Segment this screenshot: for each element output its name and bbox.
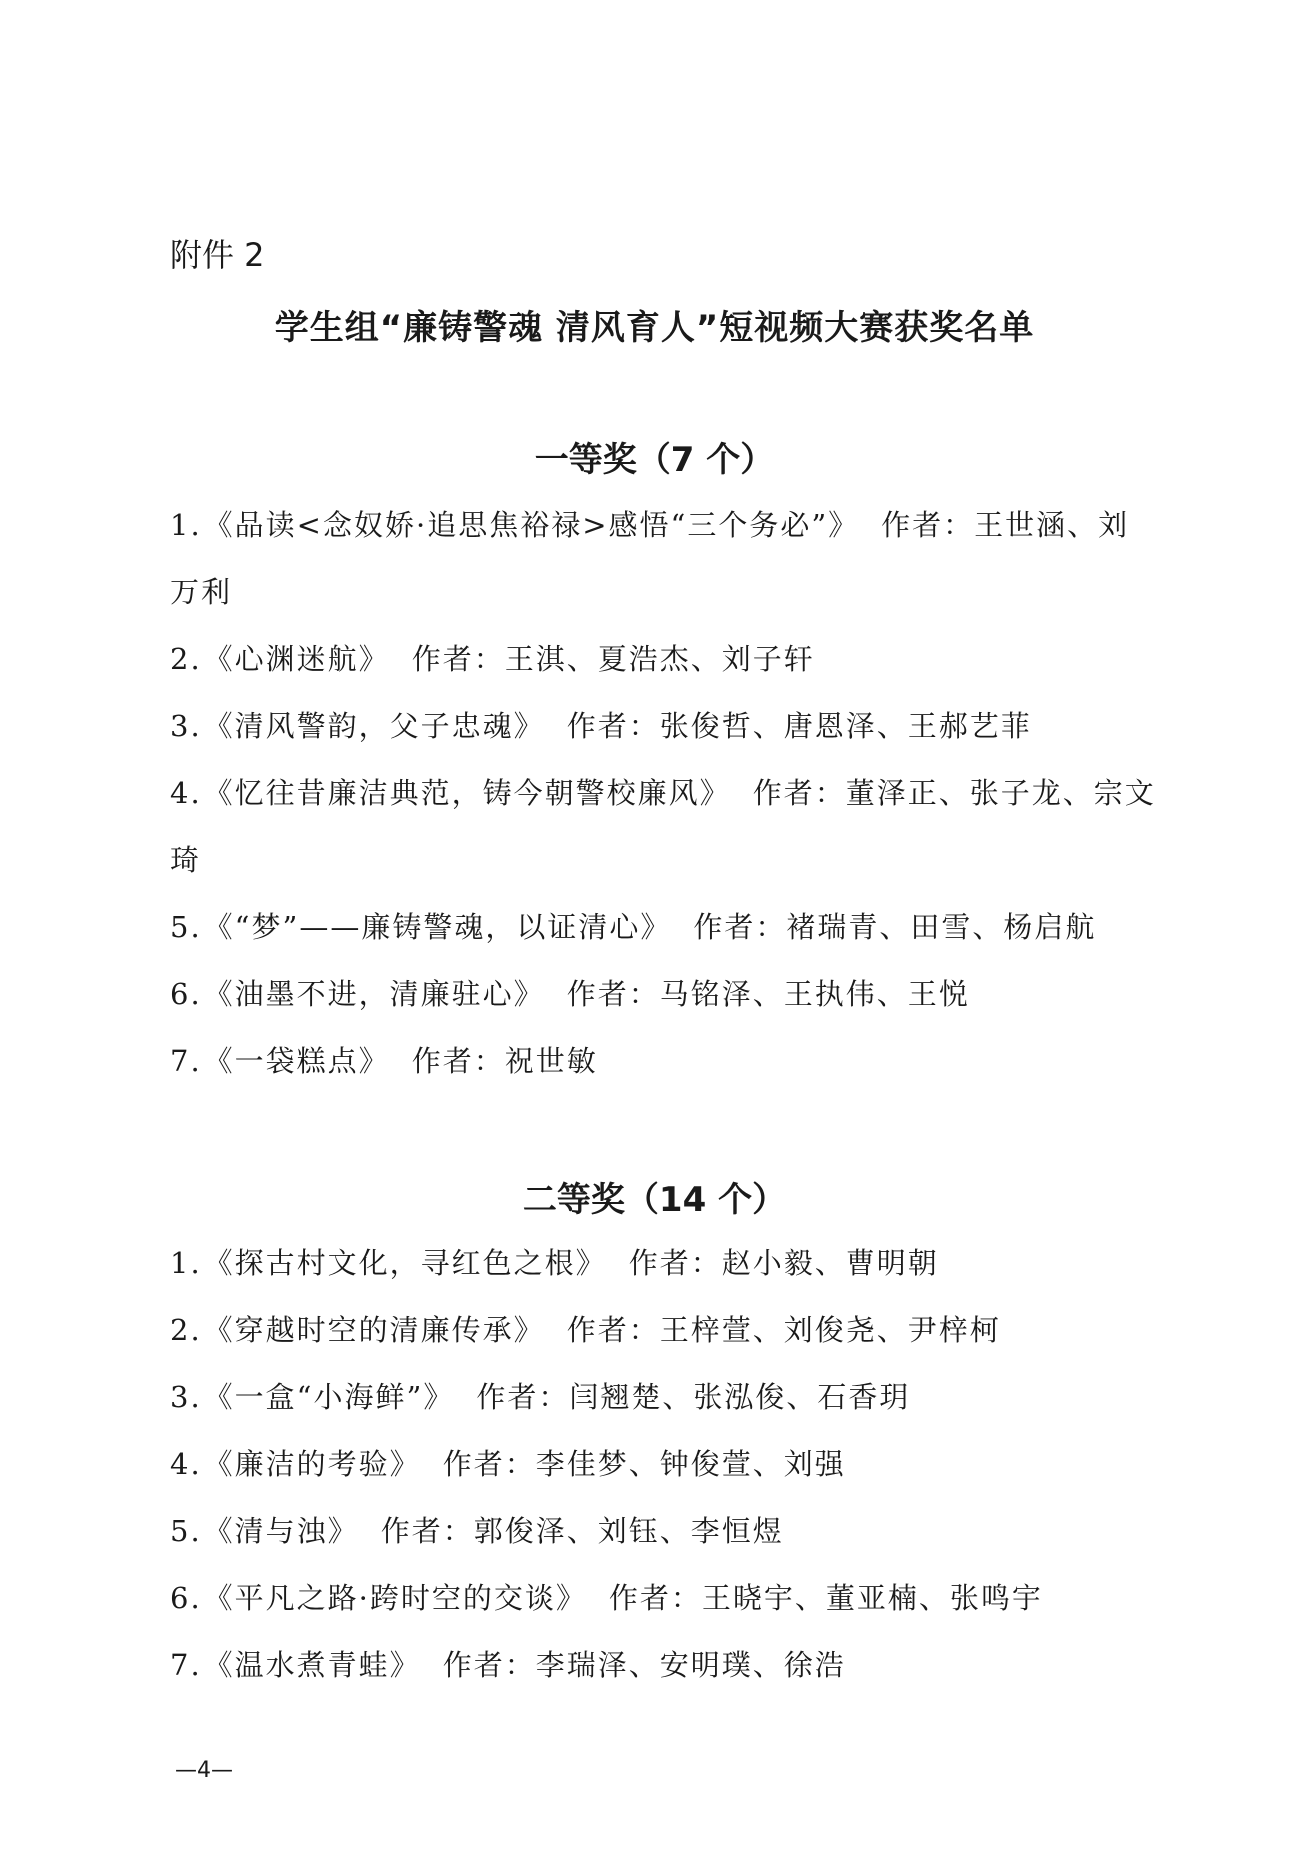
entry-number: 2. [170,642,202,676]
document-title: 学生组“廉铸警魂 清风育人”短视频大赛获奖名单 [274,308,1035,348]
author-names: 闫翘楚、张泓俊、石香玥 [569,1380,911,1414]
author-label: 作者： [608,1581,702,1615]
author-label: 作者： [442,1648,536,1682]
author-label: 作者： [411,642,505,676]
work-title: 《廉洁的考验》 [203,1447,421,1481]
entry-number: 3. [170,1380,202,1414]
list-item [170,1028,1160,1095]
list-item [170,626,1160,693]
work-title: 《心渊迷航》 [203,642,390,676]
second-prize-list [170,1230,1160,1699]
section-heading-second-prize: 二等奖（14 个） [522,1180,787,1220]
work-title: 《一盒“小海鲜”》 [203,1380,455,1414]
work-title: 《清与浊》 [203,1514,359,1548]
list-item [170,1431,1160,1498]
entry-number: 6. [170,977,202,1011]
list-item [170,961,1160,1028]
entry-number: 7. [170,1044,202,1078]
author-label: 作者： [881,508,975,542]
section-heading-first-prize: 一等奖（7 个） [534,440,775,480]
page-number: —4— [175,1758,233,1783]
list-item [170,492,1160,626]
author-names: 张俊哲、唐恩泽、王郝艺菲 [659,709,1032,743]
first-prize-list [170,492,1160,1095]
author-names: 王晓宇、董亚楠、张鸣宇 [701,1581,1043,1615]
work-title: 《穿越时空的清廉传承》 [203,1313,545,1347]
work-title: 《温水煮青蛙》 [203,1648,421,1682]
work-title: 《一袋糕点》 [203,1044,390,1078]
author-names: 郭俊泽、刘钰、李恒煜 [473,1514,784,1548]
author-label: 作者： [566,1313,660,1347]
list-item [170,1364,1160,1431]
work-title: 《品读<念奴娇·追思焦裕禄>感悟“三个务必”》 [203,508,860,542]
author-names: 祝世敏 [504,1044,598,1078]
list-item [170,894,1160,961]
author-label: 作者： [628,1246,722,1280]
author-names: 李佳梦、钟俊萱、刘强 [535,1447,846,1481]
list-item [170,760,1160,894]
author-names: 马铭泽、王执伟、王悦 [659,977,970,1011]
author-names: 王淇、夏浩杰、刘子轩 [504,642,815,676]
work-title: 《探古村文化，寻红色之根》 [203,1246,607,1280]
work-title: 《清风警韵，父子忠魂》 [203,709,545,743]
author-label: 作者： [752,776,846,810]
list-item [170,1632,1160,1699]
entry-number: 4. [170,1447,202,1481]
author-label: 作者： [476,1380,570,1414]
work-title: 《忆往昔廉洁典范，铸今朝警校廉风》 [203,776,731,810]
list-item [170,1498,1160,1565]
work-title: 《油墨不进，清廉驻心》 [203,977,545,1011]
work-title: 《平凡之路·跨时空的交谈》 [203,1581,587,1615]
author-label: 作者： [566,709,660,743]
entry-number: 3. [170,709,202,743]
author-label: 作者： [693,910,787,944]
entry-number: 6. [170,1581,202,1615]
author-label: 作者： [380,1514,474,1548]
list-item [170,1230,1160,1297]
author-names: 褚瑞青、田雪、杨启航 [786,910,1097,944]
author-label: 作者： [442,1447,536,1481]
list-item [170,693,1160,760]
work-title: 《“梦”——廉铸警魂，以证清心》 [203,910,672,944]
author-names: 李瑞泽、安明璞、徐浩 [535,1648,846,1682]
author-names: 王梓萱、刘俊尧、尹梓柯 [659,1313,1001,1347]
entry-number: 7. [170,1648,202,1682]
entry-number: 1. [170,1246,202,1280]
entry-number: 5. [170,1514,202,1548]
entry-number: 4. [170,776,202,810]
list-item [170,1297,1160,1364]
list-item [170,1565,1160,1632]
author-names: 王世涵、刘万利 [170,508,1130,609]
entry-number: 5. [170,910,202,944]
entry-number: 1. [170,508,202,542]
author-label: 作者： [411,1044,505,1078]
author-names: 赵小毅、曹明朝 [721,1246,939,1280]
author-names: 董泽正、张子龙、宗文琦 [170,776,1156,877]
attachment-label: 附件 2 [170,236,265,274]
entry-number: 2. [170,1313,202,1347]
author-label: 作者： [566,977,660,1011]
